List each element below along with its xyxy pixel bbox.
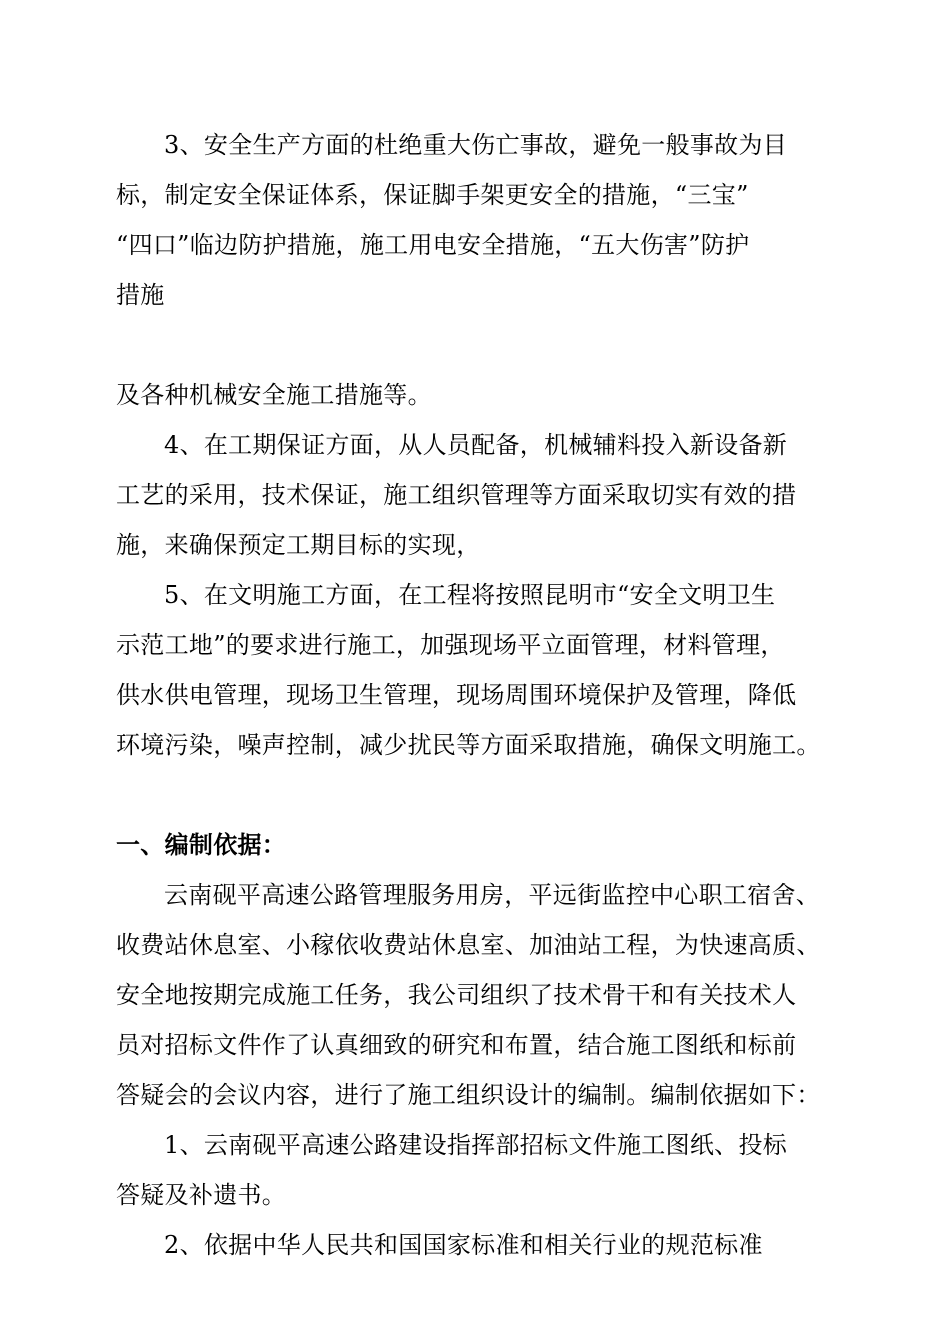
paragraph-civilized-line-3: 供水供电管理，现场卫生管理，现场周围环境保护及管理，降低 (116, 681, 797, 709)
paragraph-safety-line-1: 3、安全生产方面的杜绝重大伤亡事故，避免一般事故为目 (164, 131, 788, 159)
paragraph-civilized-line-4: 环境污染，噪声控制，减少扰民等方面采取措施，确保文明施工。 (116, 731, 821, 759)
paragraph-civilized-line-2: 示范工地”的要求进行施工，加强现场平立面管理，材料管理， (116, 631, 785, 659)
list-item-2-line-1: 2、依据中华人民共和国国家标准和相关行业的规范标准 (164, 1231, 763, 1259)
paragraph-basis-line-4: 员对招标文件作了认真细致的研究和布置，结合施工图纸和标前 (116, 1031, 797, 1059)
paragraph-schedule-line-1: 4、在工期保证方面，从人员配备，机械辅料投入新设备新 (164, 431, 788, 459)
paragraph-basis-line-2: 收费站休息室、小稼依收费站休息室、加油站工程，为快速高质、 (116, 931, 821, 959)
paragraph-machinery-line: 及各种机械安全施工措施等。 (116, 381, 432, 409)
paragraph-civilized-line-1: 5、在文明施工方面，在工程将按照昆明市“安全文明卫生 (164, 581, 776, 609)
paragraph-schedule-line-3: 施，来确保预定工期目标的实现， (116, 531, 481, 559)
list-item-1-line-1: 1、云南砚平高速公路建设指挥部招标文件施工图纸、投标 (164, 1131, 788, 1159)
paragraph-safety-line-2: 标，制定安全保证体系，保证脚手架更安全的措施，“三宝” (116, 181, 749, 209)
section-heading: 一、编制依据： (116, 830, 287, 859)
list-item-1-line-2: 答疑及补遗书。 (116, 1181, 287, 1209)
paragraph-safety-line-4: 措施 (116, 281, 165, 309)
paragraph-basis-line-1: 云南砚平高速公路管理服务用房，平远街监控中心职工宿舍、 (164, 881, 821, 909)
paragraph-basis-line-3: 安全地按期完成施工任务，我公司组织了技术骨干和有关技术人 (116, 981, 797, 1009)
paragraph-schedule-line-2: 工艺的采用，技术保证，施工组织管理等方面采取切实有效的措 (116, 481, 797, 509)
paragraph-safety-line-3: “四口”临边防护措施，施工用电安全措施，“五大伤害”防护 (116, 231, 750, 259)
paragraph-basis-line-5: 答疑会的会议内容，进行了施工组织设计的编制。编制依据如下： (116, 1081, 821, 1109)
